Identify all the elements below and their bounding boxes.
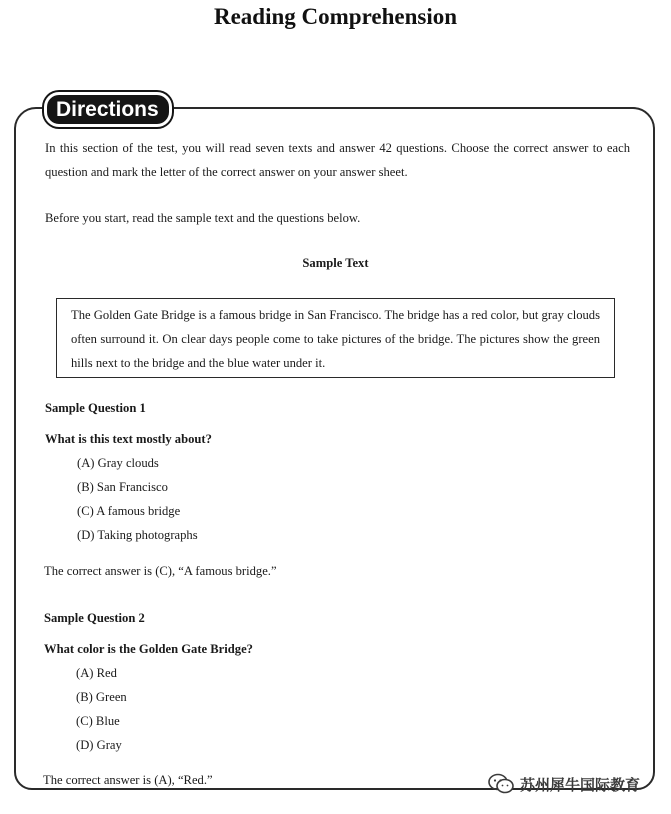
- sample-text-box: The Golden Gate Bridge is a famous bridge in San Francisco. The bridge has a red color, but gray clouds often surround it. On clear days people come to take pictures of the bridge. The pictures show the green hills next to the bridge and the blue water under it.: [56, 298, 615, 378]
- question-2-option-d: (D) Gray: [76, 738, 122, 752]
- intro-paragraph: In this section of the test, you will read seven texts and answer 42 questions. Choose the correct answer to each question and mark the letter of the correct answer on your answer sheet.: [45, 141, 630, 179]
- question-1-label: Sample Question 1: [45, 401, 146, 415]
- question-2-option-c: (C) Blue: [76, 714, 120, 728]
- question-1-option-c: (C) A famous bridge: [77, 504, 181, 518]
- question-2-text: What color is the Golden Gate Bridge?: [44, 642, 253, 656]
- wechat-icon: [488, 773, 514, 795]
- question-1-option-a: (A) Gray clouds: [77, 456, 159, 470]
- page-title: Reading Comprehension: [213, 4, 458, 29]
- question-1-text: What is this text mostly about?: [45, 432, 212, 446]
- question-1-option-b: (B) San Francisco: [77, 480, 168, 494]
- question-2-answer: The correct answer is (A), “Red.”: [43, 773, 213, 787]
- watermark: [488, 772, 640, 796]
- question-1-option-d: (D) Taking photographs: [77, 528, 198, 542]
- watermark-text: 苏州犀牛国际教育: [520, 775, 641, 794]
- sample-text-heading: Sample Text: [302, 256, 369, 270]
- question-2-label: Sample Question 2: [44, 611, 145, 625]
- intro-paragraph-2: Before you start, read the sample text and the questions below.: [45, 211, 361, 225]
- question-2-option-a: (A) Red: [76, 666, 117, 680]
- question-2-option-b: (B) Green: [76, 690, 127, 704]
- directions-tab: Directions: [44, 92, 172, 127]
- question-1-answer: The correct answer is (C), “A famous bridge.”: [44, 564, 277, 578]
